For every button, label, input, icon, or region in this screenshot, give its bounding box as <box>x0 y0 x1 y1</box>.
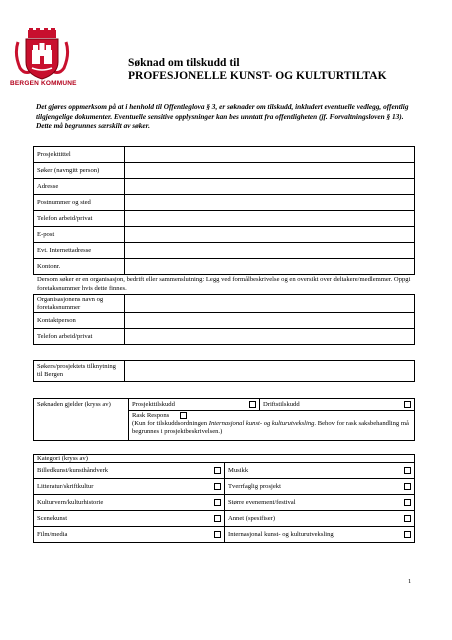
postal-input[interactable] <box>125 195 415 211</box>
category-visual-art: Billedkunst/kunsthåndverk <box>37 467 109 474</box>
applicant-table <box>33 146 415 275</box>
org-phone-input[interactable] <box>125 329 415 345</box>
field-label-address: Adresse <box>34 179 125 195</box>
page-title-line1: Søknad om tilskudd til <box>128 57 240 69</box>
application-type-table <box>33 398 415 441</box>
account-input[interactable] <box>125 259 415 275</box>
category-international-exchange: Internasjonal kunst- og kulturutveksling <box>228 531 334 538</box>
category-film-media: Film/media <box>37 531 68 538</box>
organization-info-text: Dersom søker er en organisasjon, bedrift eller sammenslutning: Legg ved formålbeskrivelse og en oversikt over deltakere/medlemmer. Oppgi foretaksnummer hvis dette finnes. <box>37 276 411 292</box>
field-label-connection: Søkers/prosjektets tilknytning til Bergen <box>34 361 125 382</box>
category-label: Kategori (kryss av) <box>34 455 415 463</box>
festival-checkbox[interactable] <box>404 499 411 506</box>
project-title-input[interactable] <box>125 147 415 163</box>
applicant-input[interactable] <box>125 163 415 179</box>
rask-respons-row <box>132 412 411 420</box>
email-input[interactable] <box>125 227 415 243</box>
field-label-account: Kontonr. <box>34 259 125 275</box>
rask-respons-description: (Kun for tilskuddsordningen Internasjonal kunst- og kulturutveksling. Behov for rask saksbehandling må begrunnes i prosjektbeskrivelsen.) <box>132 420 409 436</box>
organization-table <box>33 294 415 345</box>
field-label-website: Evt. Internettadresse <box>34 243 125 259</box>
other-checkbox[interactable] <box>404 515 411 522</box>
field-label-project-title: Prosjekttittel <box>34 147 125 163</box>
literature-checkbox[interactable] <box>214 483 221 490</box>
film-media-checkbox[interactable] <box>214 531 221 538</box>
connection-input[interactable] <box>125 361 415 382</box>
category-performing-arts: Scenekunst <box>37 515 68 522</box>
page-number: 1 <box>408 578 412 585</box>
field-label-org-phone: Telefon arbeid/privat <box>34 329 125 345</box>
interdisciplinary-checkbox[interactable] <box>404 483 411 490</box>
field-label-org-name: Organisasjonens navn og foretaksnummer <box>34 295 125 313</box>
operating-grant-checkbox[interactable] <box>404 401 411 408</box>
public-access-notice: Det gjøres oppmerksom på at i henhold til Offentleglova § 3, er søknader om tilskudd, inkludert eventuelle vedlegg, offentlig tilgjengelige dokumenter. Eventuelle sensitive opplysninger kan bes unntatt fra offentligheten (jf. Forvaltningsloven § 13). Dette må begrunnes særskilt av søker. <box>36 102 409 131</box>
option-project-grant-label: Prosjekttilskudd <box>132 401 175 408</box>
website-input[interactable] <box>125 243 415 259</box>
bergen-kommune-logo-icon <box>14 28 70 80</box>
category-other: Annet (spesifiser) <box>228 515 276 522</box>
project-grant-checkbox[interactable] <box>249 401 256 408</box>
rask-respons-checkbox[interactable] <box>180 412 187 419</box>
international-exchange-checkbox[interactable] <box>404 531 411 538</box>
contact-input[interactable] <box>125 313 415 329</box>
connection-table <box>33 360 415 382</box>
rask-respons-title: Rask Respons <box>132 412 170 420</box>
field-label-email: E-post <box>34 227 125 243</box>
category-table <box>33 454 415 543</box>
phone-input[interactable] <box>125 211 415 227</box>
logo-text: BERGEN KOMMUNE <box>10 80 77 87</box>
option-operating-grant-label: Driftstilskudd <box>263 401 300 408</box>
field-label-phone: Telefon arbeid/privat <box>34 211 125 227</box>
category-music: Musikk <box>228 467 249 474</box>
visual-art-checkbox[interactable] <box>214 467 221 474</box>
field-label-application-type: Søknaden gjelder (kryss av) <box>34 399 129 441</box>
field-label-postal: Postnummer og sted <box>34 195 125 211</box>
category-interdisciplinary: Tverrfaglig prosjekt <box>228 483 281 490</box>
field-label-contact: Kontaktperson <box>34 313 125 329</box>
field-label-applicant: Søker (navngitt person) <box>34 163 125 179</box>
music-checkbox[interactable] <box>404 467 411 474</box>
category-heritage: Kulturvern/kulturhistorie <box>37 499 104 506</box>
org-name-input[interactable] <box>125 295 415 313</box>
heritage-checkbox[interactable] <box>214 499 221 506</box>
page-title-line2: PROFESJONELLE KUNST- OG KULTURTILTAK <box>128 70 387 82</box>
performing-arts-checkbox[interactable] <box>214 515 221 522</box>
category-literature: Litteratur/skriftkultur <box>37 483 94 490</box>
address-input[interactable] <box>125 179 415 195</box>
category-festival: Større evenement/festival <box>228 499 296 506</box>
